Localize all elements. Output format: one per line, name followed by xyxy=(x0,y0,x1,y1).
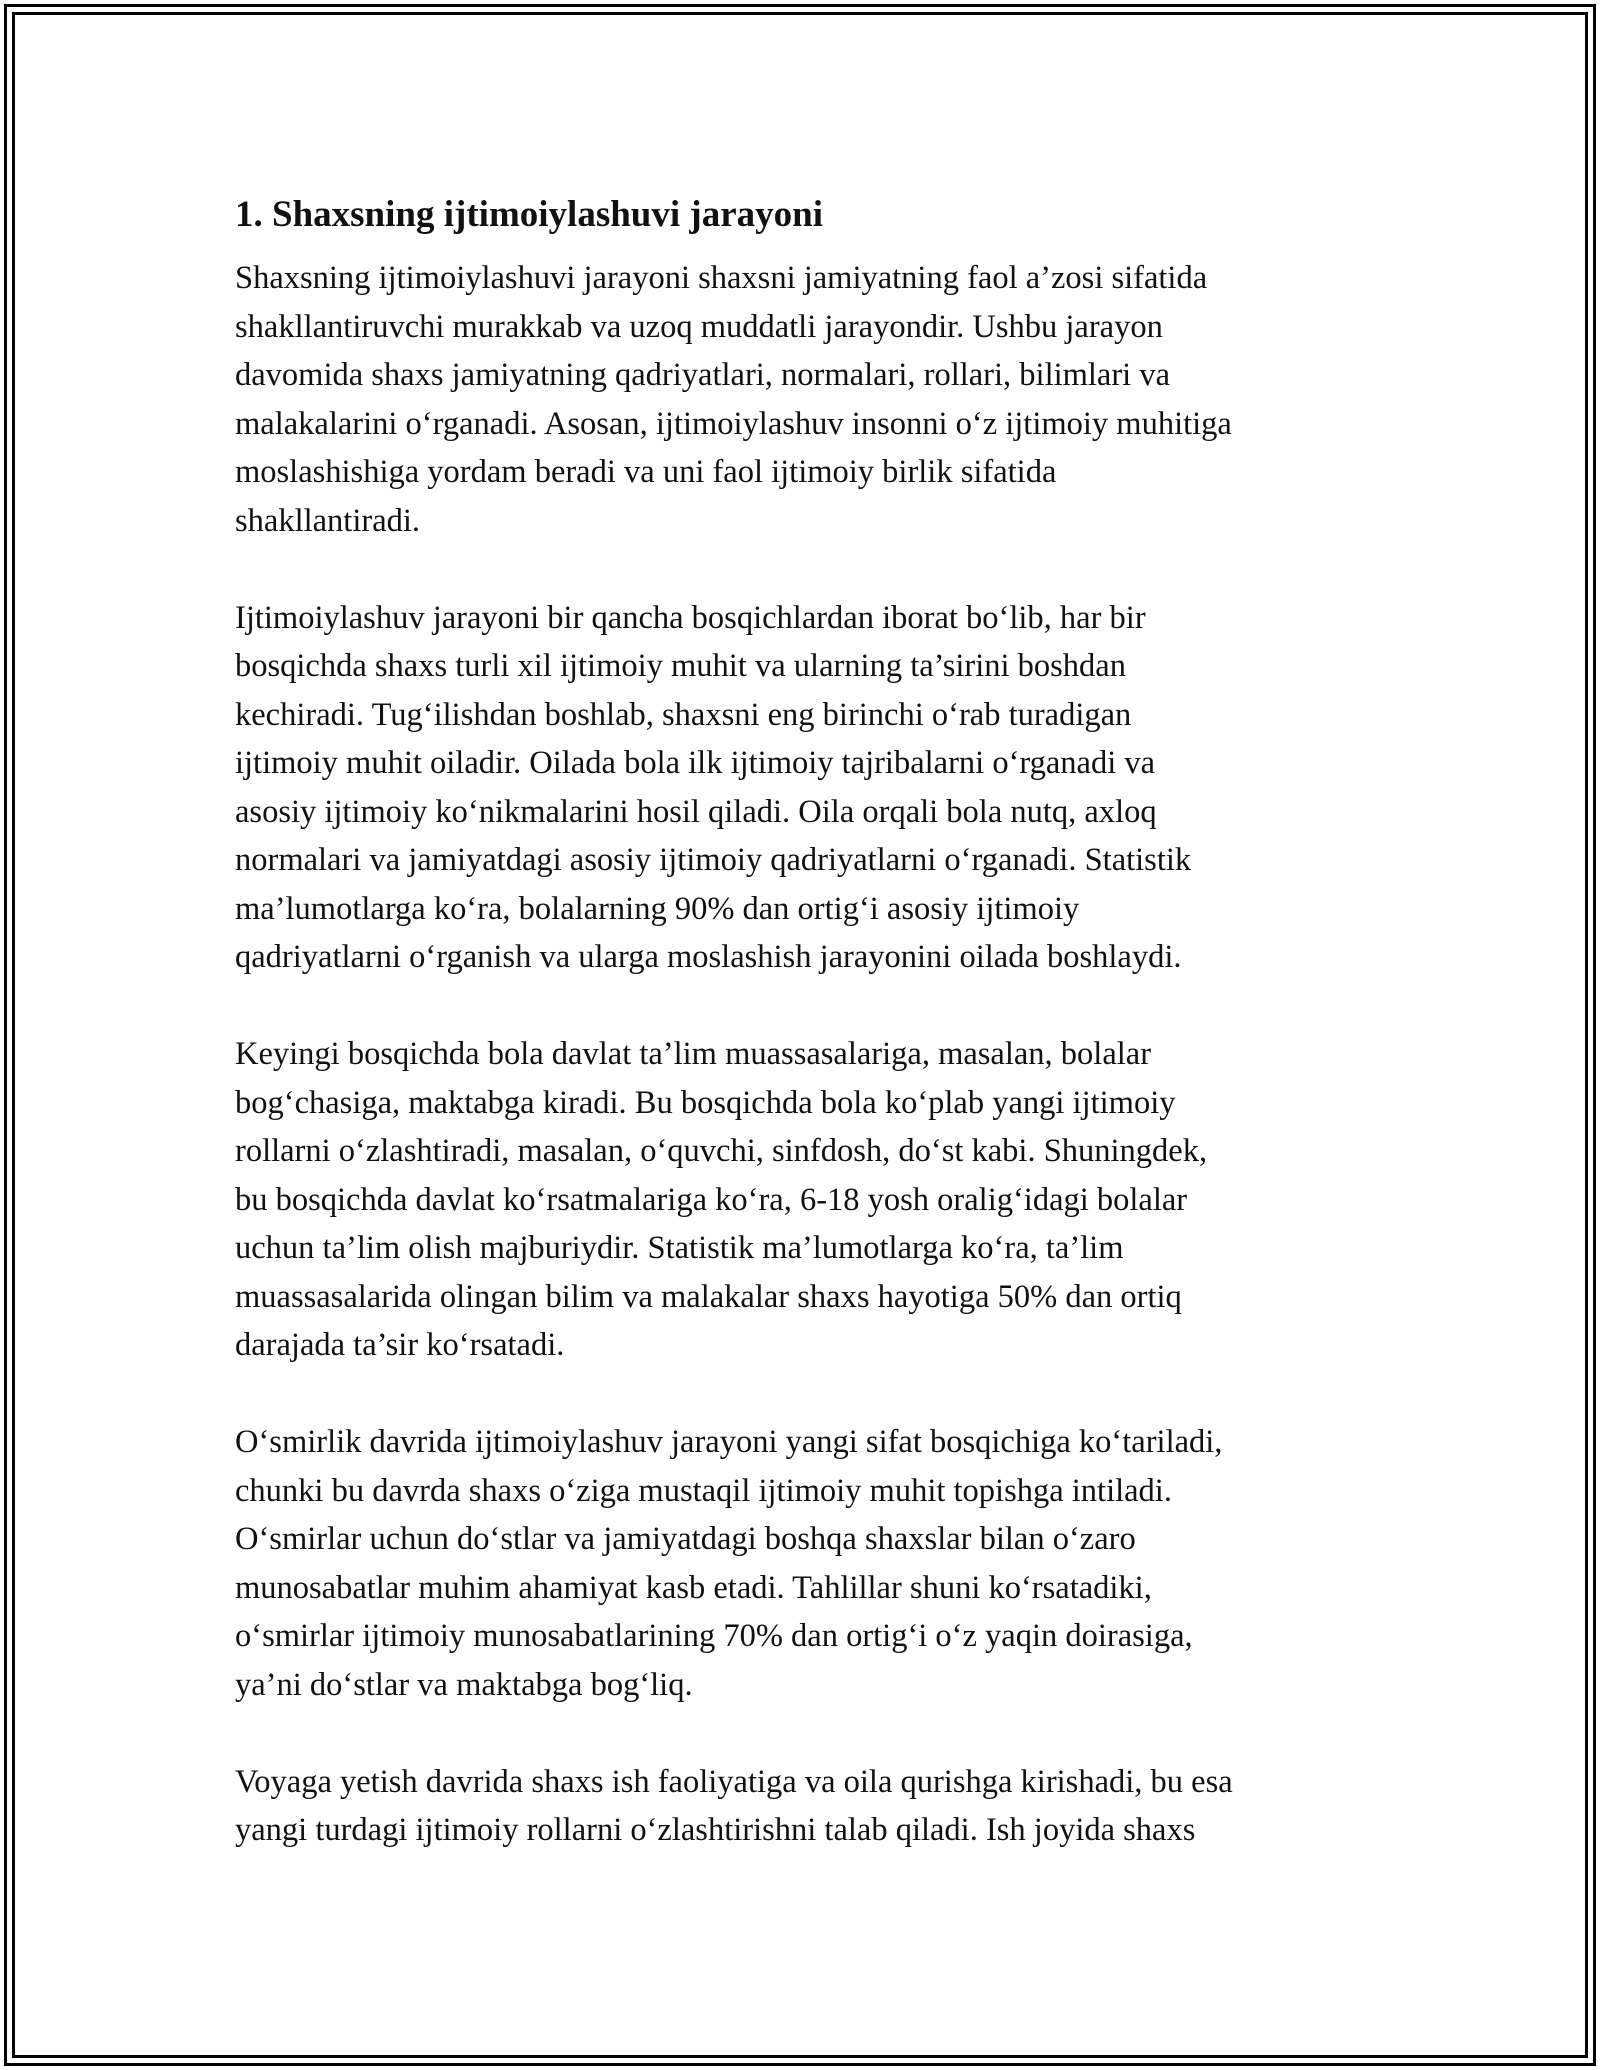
text-line: moslashishiga yordam beradi va uni faol ijtimoiy birlik sifatida xyxy=(235,454,1057,490)
paragraph xyxy=(235,594,1395,982)
text-line: qadriyatlarni o‘rganish va ularga moslashish jarayonini oilada boshlaydi. xyxy=(235,939,1182,975)
text-line: normalari va jamiyatdagi asosiy ijtimoiy qadriyatlarni o‘rganadi. Statistik xyxy=(235,842,1192,878)
text-line: kechiradi. Tug‘ilishdan boshlab, shaxsni eng birinchi o‘rab turadigan xyxy=(235,696,1132,733)
text-line: darajada ta’sir ko‘rsatadi. xyxy=(235,1327,565,1363)
text-line: ma’lumotlarga ko‘ra, bolalarning 90% dan ortig‘i asosiy ijtimoiy xyxy=(235,890,1080,927)
text-line: O‘smirlar uchun do‘stlar va jamiyatdagi boshqa shaxslar bilan o‘zaro xyxy=(235,1521,1136,1557)
section-heading: 1. Shaxsning ijtimoiylashuvi jarayoni xyxy=(235,194,824,235)
paragraph xyxy=(235,1030,1395,1370)
text-line: rollarni o‘zlashtiradi, masalan, o‘quvchi, sinfdosh, do‘st kabi. Shuningdek, xyxy=(235,1133,1208,1169)
text-line: muassasalarida olingan bilim va malakalar shaxs hayotiga 50% dan ortiq xyxy=(235,1278,1182,1315)
text-line: O‘smirlik davrida ijtimoiylashuv jarayoni yangi sifat bosqichiga ko‘tariladi, xyxy=(235,1424,1223,1460)
text-line: ijtimoiy muhit oiladir. Oilada bola ilk ijtimoiy tajribalarni o‘rganadi va xyxy=(235,745,1156,781)
paragraph xyxy=(235,1418,1395,1709)
text-line: ya’ni do‘stlar va maktabga bog‘liq. xyxy=(235,1666,693,1703)
text-line: bosqichda shaxs turli xil ijtimoiy muhit va ularning ta’sirini boshdan xyxy=(235,648,1126,684)
text-line: davomida shaxs jamiyatning qadriyatlari, normalari, rollari, bilimlari va xyxy=(235,357,1171,393)
document-body xyxy=(235,186,1395,1903)
text-line: Shaxsning ijtimoiylashuvi jarayoni shaxsni jamiyatning faol a’zosi sifatida xyxy=(235,260,1208,296)
text-line: uchun ta’lim olish majburiydir. Statistik ma’lumotlarga ko‘ra, ta’lim xyxy=(235,1230,1124,1266)
text-line: o‘smirlar ijtimoiy munosabatlarining 70% dan ortig‘i o‘z yaqin doirasiga, xyxy=(235,1618,1193,1654)
text-line: Ijtimoiylashuv jarayoni bir qancha bosqichlardan iborat bo‘lib, har bir xyxy=(235,599,1146,636)
paragraph xyxy=(235,254,1395,545)
text-line: malakalarini o‘rganadi. Asosan, ijtimoiylashuv insonni o‘z ijtimoiy muhitiga xyxy=(235,405,1232,442)
paragraph xyxy=(235,1758,1395,1855)
text-line: bog‘chasiga, maktabga kiradi. Bu bosqichda bola ko‘plab yangi ijtimoiy xyxy=(235,1084,1176,1121)
text-line: yangi turdagi ijtimoiy rollarni o‘zlashtirishni talab qiladi. Ish joyida shaxs xyxy=(235,1812,1196,1848)
text-line: shakllantiradi. xyxy=(235,502,421,539)
text-line: shakllantiruvchi murakkab va uzoq muddatli jarayondir. Ushbu jarayon xyxy=(235,308,1163,345)
text-line: Keyingi bosqichda bola davlat ta’lim muassasalariga, masalan, bolalar xyxy=(235,1036,1152,1072)
text-line: chunki bu davrda shaxs o‘ziga mustaqil ijtimoiy muhit topishga intiladi. xyxy=(235,1472,1172,1509)
text-line: asosiy ijtimoiy ko‘nikmalarini hosil qiladi. Oila orqali bola nutq, axloq xyxy=(235,793,1157,830)
text-line: Voyaga yetish davrida shaxs ish faoliyatiga va oila qurishga kirishadi, bu esa xyxy=(235,1763,1233,1800)
text-line: munosabatlar muhim ahamiyat kasb etadi. Tahlillar shuni ko‘rsatadiki, xyxy=(235,1569,1152,1606)
text-line: bu bosqichda davlat ko‘rsatmalariga ko‘ra, 6-18 yosh oralig‘idagi bolalar xyxy=(235,1181,1188,1218)
